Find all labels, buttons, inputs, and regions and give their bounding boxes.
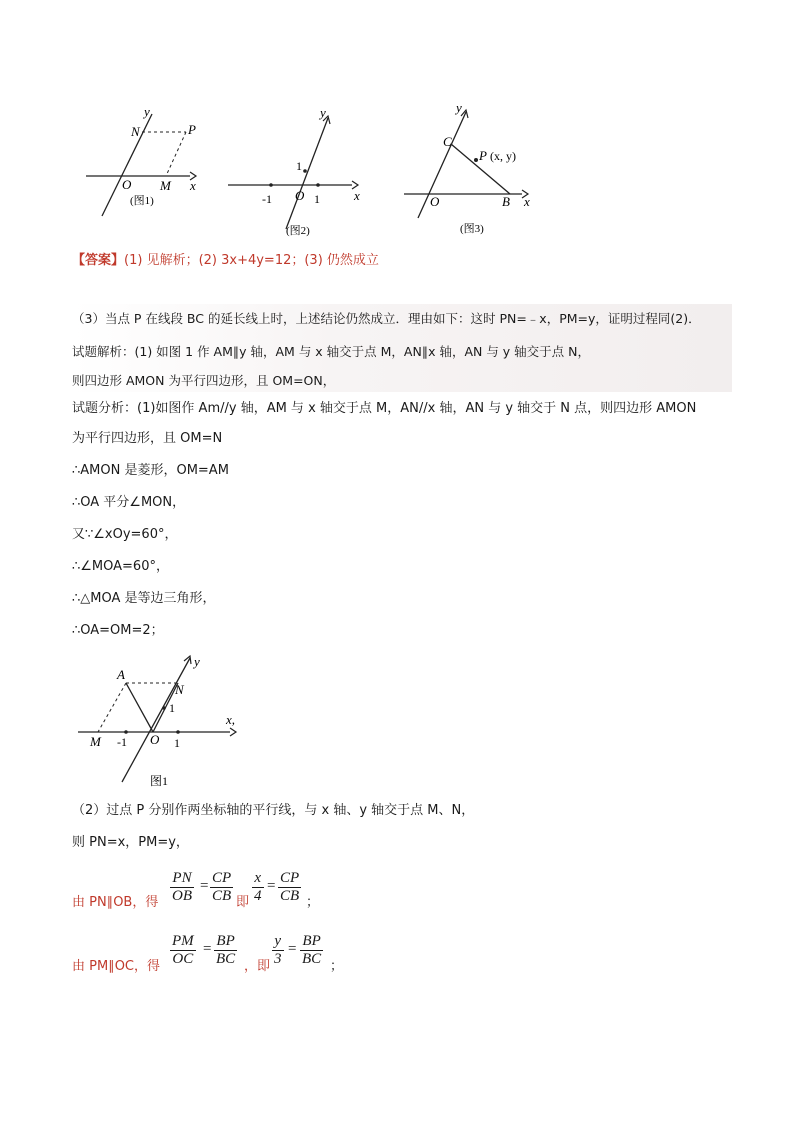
step-1: ∴AMON 是菱形，OM=AM (72, 463, 229, 478)
equals: = (288, 941, 297, 957)
label-1y: 1 (169, 701, 175, 715)
label-x: x (354, 188, 360, 203)
figure-4 (74, 652, 240, 792)
oblique-axis (418, 112, 466, 218)
ratio-1-end: ； (306, 895, 320, 910)
numerator: CP (212, 870, 232, 886)
caption: (图1) (130, 195, 154, 207)
label-y: y (320, 105, 326, 120)
oblique-axis (122, 658, 190, 782)
label-y: y (456, 100, 462, 115)
point-p (474, 158, 478, 162)
equals: = (200, 878, 209, 894)
label-y: y (194, 654, 200, 669)
numerator: BP (300, 933, 323, 951)
label-p: P (188, 122, 196, 137)
denominator: BC (302, 951, 322, 967)
label-neg1: -1 (117, 735, 127, 749)
denominator: CB (212, 888, 232, 904)
equals: = (203, 941, 212, 957)
part2-line: （2）过点 P 分别作两坐标轴的平行线，与 x 轴、y 轴交于点 M、N， (72, 803, 475, 818)
label-1y: 1 (296, 159, 302, 173)
answer-text: (1) 见解析；(2) 3x+4y=12；(3) 仍然成立 (124, 253, 379, 268)
point-1y (303, 169, 307, 173)
numerator: x (252, 870, 264, 888)
label-a: A (117, 667, 125, 682)
frac-pn-ob (170, 870, 194, 905)
label-o: O (430, 194, 440, 209)
solution-line-1: 试题解析：(1) 如图 1 作 AM∥y 轴，AM 与 x 轴交于点 M，AN∥x 轴，AN 与 y 轴交于点 N， (72, 344, 590, 359)
label-x: x (524, 194, 530, 209)
denominator: OC (172, 951, 194, 967)
frac-x-4 (252, 870, 264, 905)
caption: 图1 (150, 774, 169, 788)
frac-cp-cb-2 (278, 870, 301, 905)
part2-line-b: 则 PN=x，PM=y， (72, 835, 189, 850)
step-6: ∴OA=OM=2； (72, 623, 164, 638)
numerator: y (272, 933, 284, 951)
point-1x (316, 183, 320, 187)
label-o: O (122, 177, 132, 192)
denominator: BC (216, 951, 236, 967)
analysis-line-2: 为平行四边形，且 OM=N (72, 431, 223, 446)
label-m: M (90, 734, 101, 749)
dashed-am (98, 683, 126, 732)
oblique-axis (286, 118, 328, 229)
label-o: O (295, 188, 305, 203)
label-neg1: -1 (262, 192, 272, 206)
figure-3 (400, 100, 540, 238)
equals: = (267, 878, 276, 894)
analysis-line-1: 试题分析：(1)如图作 Am//y 轴，AM 与 x 轴交于点 M，AN//x 轴，AN 与 y 轴交于 N 点，则四边形 AMON (72, 401, 697, 416)
step-2: ∴OA 平分∠MON， (72, 495, 186, 510)
answer-label: 【答案】 (72, 253, 125, 268)
label-c: C (443, 134, 452, 149)
label-p: P (479, 148, 487, 163)
denominator: 3 (274, 951, 282, 967)
figure-2 (226, 104, 376, 239)
label-1x: 1 (314, 192, 320, 206)
numerator: PN (170, 870, 194, 888)
step-3: 又∵∠xOy=60°， (72, 527, 178, 542)
label-x: x, (226, 712, 236, 727)
dashed-pm (166, 132, 186, 176)
frac-pm-oc (170, 933, 196, 968)
caption: (图3) (460, 223, 484, 235)
denominator: CB (280, 888, 300, 904)
label-y: y (144, 104, 150, 119)
label-b: B (502, 194, 510, 209)
ratio-2-prefix: 由 PM∥OC，得 (72, 959, 160, 974)
denominator: 4 (254, 888, 262, 904)
point-neg1 (269, 183, 273, 187)
frac-y-3 (272, 933, 284, 968)
label-o: O (150, 732, 160, 747)
point-1y (162, 706, 166, 710)
numerator: PM (172, 933, 194, 949)
ratio-2-end: ； (330, 959, 344, 974)
step-5: ∴△MOA 是等边三角形， (72, 591, 216, 606)
caption: (图2) (286, 225, 310, 237)
x-arrow (230, 728, 236, 736)
ratio-1-mid: 即 (236, 895, 250, 910)
ratio-1-prefix: 由 PN∥OB，得 (72, 895, 159, 910)
ratio-2-mid: ，即 (244, 959, 271, 974)
frac-cp-cb (210, 870, 233, 905)
label-coord: (x, y) (490, 149, 516, 163)
part3-line: （3）当点 P 在线段 BC 的延长线上时，上述结论仍然成立．理由如下：这时 PN=﹣x，PM=y，证明过程同(2)． (72, 311, 701, 326)
point-1x (176, 730, 180, 734)
frac-bp-bc (214, 933, 237, 968)
label-1x: 1 (174, 736, 180, 750)
label-m: M (160, 178, 171, 193)
label-x: x (190, 178, 196, 193)
numerator: CP (280, 870, 300, 886)
numerator: BP (214, 933, 237, 951)
step-4: ∴∠MOA=60°， (72, 559, 169, 574)
point-neg1 (124, 730, 128, 734)
answer-line (72, 252, 379, 270)
solution-line-2: 则四边形 AMON 为平行四边形，且 OM=ON， (72, 373, 336, 388)
segment-ao (126, 683, 153, 732)
label-n: N (175, 682, 184, 697)
frac-bp-bc-2 (300, 933, 323, 968)
figure-1 (84, 104, 214, 224)
label-n: N (131, 124, 140, 139)
denominator: OB (172, 888, 192, 904)
